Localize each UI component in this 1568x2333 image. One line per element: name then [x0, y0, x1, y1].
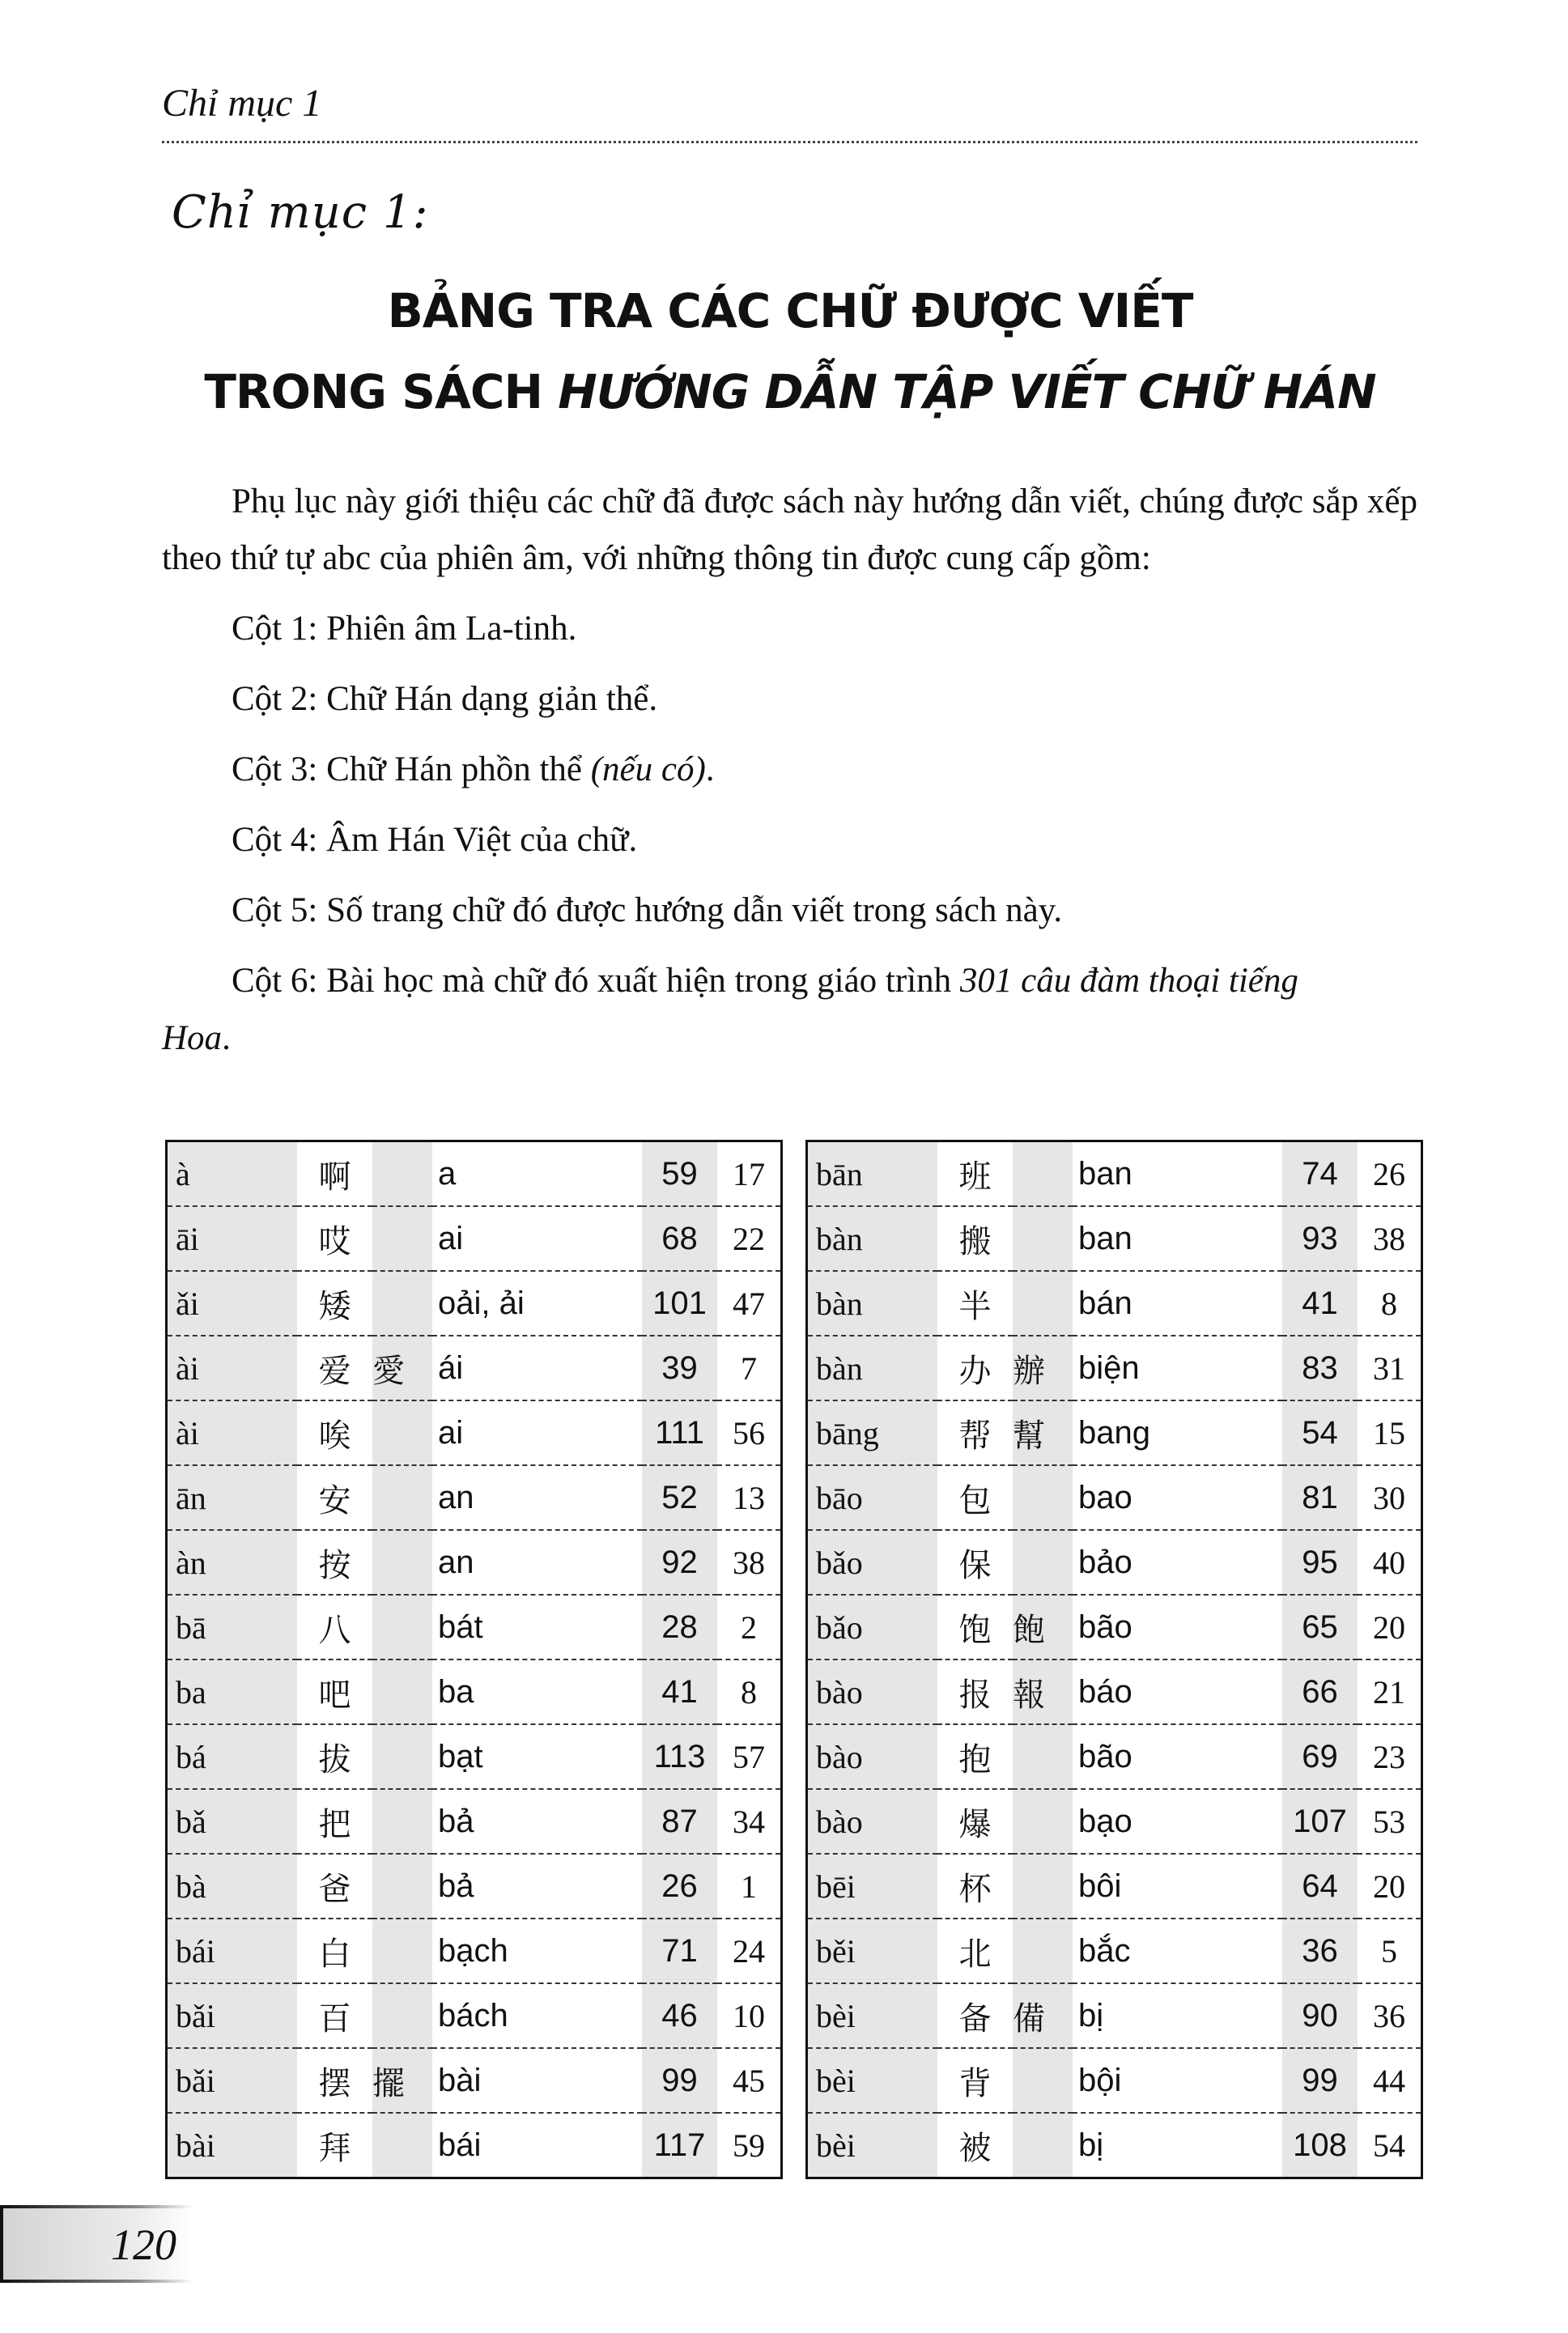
han-viet-cell: bạo: [1073, 1789, 1282, 1854]
pinyin-cell: bàn: [807, 1206, 938, 1271]
simplified-char-cell: 备: [937, 1983, 1013, 2048]
pinyin-cell: bái: [167, 1919, 298, 1983]
pinyin-cell: ài: [167, 1336, 298, 1400]
column-desc-6-book: 301 câu đàm thoại tiếng: [959, 962, 1298, 1000]
han-viet-cell: ba: [432, 1659, 642, 1724]
han-viet-cell: bả: [432, 1789, 642, 1854]
simplified-char-cell: 摆: [297, 2048, 372, 2113]
pinyin-cell: bèi: [807, 2048, 938, 2113]
simplified-char-cell: 爸: [297, 1854, 372, 1919]
lesson-ref-cell: 5: [1358, 1919, 1422, 1983]
simplified-char-cell: 唉: [297, 1400, 372, 1465]
pinyin-cell: bān: [807, 1141, 938, 1207]
han-viet-cell: ai: [432, 1206, 642, 1271]
lesson-ref-cell: 20: [1358, 1854, 1422, 1919]
table-row: [807, 1854, 1422, 1919]
pinyin-cell: à: [167, 1141, 298, 1207]
simplified-char-cell: 吧: [297, 1659, 372, 1724]
han-viet-cell: an: [432, 1530, 642, 1595]
han-viet-cell: bị: [1073, 1983, 1282, 2048]
lesson-ref-cell: 36: [1358, 1983, 1422, 2048]
table-row: [167, 1206, 782, 1271]
han-viet-cell: bả: [432, 1854, 642, 1919]
han-viet-cell: bảo: [1073, 1530, 1282, 1595]
lesson-ref-cell: 31: [1358, 1336, 1422, 1400]
simplified-char-cell: 保: [937, 1530, 1013, 1595]
page-ref-cell: 101: [642, 1271, 717, 1336]
traditional-char-cell: [372, 1919, 432, 1983]
lesson-ref-cell: 15: [1358, 1400, 1422, 1465]
table-row: [167, 1724, 782, 1789]
simplified-char-cell: 包: [937, 1465, 1013, 1530]
traditional-char-cell: [1013, 2048, 1073, 2113]
page-ref-cell: 41: [1282, 1271, 1358, 1336]
page-ref-cell: 28: [642, 1595, 717, 1659]
traditional-char-cell: [1013, 2113, 1073, 2178]
table-row: [807, 1595, 1422, 1659]
table-row: [807, 1659, 1422, 1724]
simplified-char-cell: 背: [937, 2048, 1013, 2113]
pinyin-cell: ba: [167, 1659, 298, 1724]
lesson-ref-cell: 44: [1358, 2048, 1422, 2113]
column-desc-3-note: (nếu có): [590, 750, 706, 788]
page-ref-cell: 46: [642, 1983, 717, 2048]
han-viet-cell: bang: [1073, 1400, 1282, 1465]
column-desc-2: Cột 2: Chữ Hán dạng giản thể.: [232, 680, 658, 718]
page-ref-cell: 36: [1282, 1919, 1358, 1983]
lesson-ref-cell: 17: [717, 1141, 782, 1207]
lesson-ref-cell: 8: [1358, 1271, 1422, 1336]
han-viet-cell: bão: [1073, 1595, 1282, 1659]
table-row: [807, 1271, 1422, 1336]
lesson-ref-cell: 20: [1358, 1595, 1422, 1659]
lesson-ref-cell: 26: [1358, 1141, 1422, 1207]
simplified-char-cell: 抱: [937, 1724, 1013, 1789]
traditional-char-cell: [1013, 1465, 1073, 1530]
simplified-char-cell: 八: [297, 1595, 372, 1659]
lesson-ref-cell: 56: [717, 1400, 782, 1465]
han-viet-cell: ban: [1073, 1206, 1282, 1271]
traditional-char-cell: [372, 1530, 432, 1595]
column-desc-3-text: Cột 3: Chữ Hán phồn thể: [232, 750, 591, 788]
pinyin-cell: bàn: [807, 1271, 938, 1336]
traditional-char-cell: [372, 1724, 432, 1789]
han-viet-cell: an: [432, 1465, 642, 1530]
page-ref-cell: 83: [1282, 1336, 1358, 1400]
column-desc-4: Cột 4: Âm Hán Việt của chữ.: [232, 821, 638, 859]
page-ref-cell: 99: [642, 2048, 717, 2113]
column-desc-3: [232, 750, 715, 789]
han-viet-cell: bão: [1073, 1724, 1282, 1789]
lesson-ref-cell: 40: [1358, 1530, 1422, 1595]
pinyin-cell: bā: [167, 1595, 298, 1659]
traditional-char-cell: [1013, 1206, 1073, 1271]
simplified-char-cell: 矮: [297, 1271, 372, 1336]
pinyin-cell: bèi: [807, 2113, 938, 2178]
han-viet-cell: biện: [1073, 1336, 1282, 1400]
simplified-char-cell: 被: [937, 2113, 1013, 2178]
lesson-ref-cell: 8: [717, 1659, 782, 1724]
page-ref-cell: 113: [642, 1724, 717, 1789]
table-row: [167, 2048, 782, 2113]
table-row: [807, 1530, 1422, 1595]
pinyin-cell: āi: [167, 1206, 298, 1271]
lesson-ref-cell: 38: [717, 1530, 782, 1595]
simplified-char-cell: 爆: [937, 1789, 1013, 1854]
lesson-ref-cell: 1: [717, 1854, 782, 1919]
simplified-char-cell: 班: [937, 1141, 1013, 1207]
han-viet-cell: ái: [432, 1336, 642, 1400]
traditional-char-cell: [1013, 1141, 1073, 1207]
page-ref-cell: 108: [1282, 2113, 1358, 2178]
simplified-char-cell: 半: [937, 1271, 1013, 1336]
title-book-name: HƯỚNG DẪN TẬP VIẾT CHỮ HÁN: [558, 364, 1376, 419]
simplified-char-cell: 把: [297, 1789, 372, 1854]
table-row: [807, 1465, 1422, 1530]
page-ref-cell: 65: [1282, 1595, 1358, 1659]
simplified-char-cell: 拔: [297, 1724, 372, 1789]
traditional-char-cell: 幫: [1013, 1400, 1073, 1465]
column-desc-6-book-end: Hoa: [162, 1019, 223, 1057]
page-ref-cell: 66: [1282, 1659, 1358, 1724]
traditional-char-cell: [372, 1659, 432, 1724]
han-viet-cell: bị: [1073, 2113, 1282, 2178]
pinyin-cell: ān: [167, 1465, 298, 1530]
intro-paragraph: Phụ lục này giới thiệu các chữ đã được sách này hướng dẫn viết, chúng được sắp xếp theo thứ tự abc của phiên âm, với những thông tin được cung cấp gồm:: [162, 482, 1417, 577]
simplified-char-cell: 啊: [297, 1141, 372, 1207]
simplified-char-cell: 北: [937, 1919, 1013, 1983]
traditional-char-cell: [372, 1595, 432, 1659]
page-title-line2: [0, 364, 1568, 419]
traditional-char-cell: [1013, 1919, 1073, 1983]
column-desc-5: Cột 5: Số trang chữ đó được hướng dẫn viết trong sách này.: [232, 891, 1063, 929]
pinyin-cell: àn: [167, 1530, 298, 1595]
pinyin-cell: bào: [807, 1789, 938, 1854]
page-number: 120: [111, 2220, 176, 2269]
simplified-char-cell: 报: [937, 1659, 1013, 1724]
traditional-char-cell: [372, 1271, 432, 1336]
pinyin-cell: bǎ: [167, 1789, 298, 1854]
han-viet-cell: bái: [432, 2113, 642, 2178]
table-row: [807, 2048, 1422, 2113]
page-ref-cell: 69: [1282, 1724, 1358, 1789]
pinyin-cell: běi: [807, 1919, 938, 1983]
lesson-ref-cell: 38: [1358, 1206, 1422, 1271]
table-row: [167, 2113, 782, 2178]
page-ref-cell: 87: [642, 1789, 717, 1854]
page-ref-cell: 68: [642, 1206, 717, 1271]
table-row: [807, 1789, 1422, 1854]
table-row: [807, 1919, 1422, 1983]
table-row: [167, 1983, 782, 2048]
lesson-ref-cell: 30: [1358, 1465, 1422, 1530]
pinyin-cell: bāo: [807, 1465, 938, 1530]
pinyin-cell: bá: [167, 1724, 298, 1789]
page-ref-cell: 64: [1282, 1854, 1358, 1919]
page-ref-cell: 59: [642, 1141, 717, 1207]
traditional-char-cell: [1013, 1724, 1073, 1789]
traditional-char-cell: [1013, 1789, 1073, 1854]
lesson-ref-cell: 34: [717, 1789, 782, 1854]
simplified-char-cell: 哎: [297, 1206, 372, 1271]
simplified-char-cell: 饱: [937, 1595, 1013, 1659]
han-viet-cell: bát: [432, 1595, 642, 1659]
page-ref-cell: 54: [1282, 1400, 1358, 1465]
han-viet-cell: bội: [1073, 2048, 1282, 2113]
table-row: [807, 1983, 1422, 2048]
page-ref-cell: 107: [1282, 1789, 1358, 1854]
table-row: [807, 1336, 1422, 1400]
traditional-char-cell: [372, 1141, 432, 1207]
simplified-char-cell: 按: [297, 1530, 372, 1595]
han-viet-cell: ban: [1073, 1141, 1282, 1207]
pinyin-cell: ài: [167, 1400, 298, 1465]
table-row: [167, 1271, 782, 1336]
pinyin-cell: bǎo: [807, 1530, 938, 1595]
traditional-char-cell: [372, 1854, 432, 1919]
traditional-char-cell: [372, 1400, 432, 1465]
page-ref-cell: 90: [1282, 1983, 1358, 2048]
title-prefix: TRONG SÁCH: [204, 364, 559, 419]
page-ref-cell: 71: [642, 1919, 717, 1983]
traditional-char-cell: 愛: [372, 1336, 432, 1400]
pinyin-cell: bào: [807, 1659, 938, 1724]
column-desc-6-end: .: [222, 1019, 231, 1057]
traditional-char-cell: 報: [1013, 1659, 1073, 1724]
pinyin-cell: bà: [167, 1854, 298, 1919]
lesson-ref-cell: 21: [1358, 1659, 1422, 1724]
table-row: [167, 1854, 782, 1919]
lesson-ref-cell: 23: [1358, 1724, 1422, 1789]
traditional-char-cell: [1013, 1530, 1073, 1595]
table-row: [167, 1789, 782, 1854]
han-viet-cell: bắc: [1073, 1919, 1282, 1983]
simplified-char-cell: 爱: [297, 1336, 372, 1400]
table-row: [167, 1336, 782, 1400]
lesson-ref-cell: 13: [717, 1465, 782, 1530]
lesson-ref-cell: 24: [717, 1919, 782, 1983]
traditional-char-cell: [372, 1465, 432, 1530]
table-row: [167, 1595, 782, 1659]
page-ref-cell: 95: [1282, 1530, 1358, 1595]
page-ref-cell: 39: [642, 1336, 717, 1400]
lesson-ref-cell: 10: [717, 1983, 782, 2048]
lesson-ref-cell: 53: [1358, 1789, 1422, 1854]
page-ref-cell: 111: [642, 1400, 717, 1465]
column-desc-6-continued: [162, 1018, 231, 1058]
traditional-char-cell: [372, 1789, 432, 1854]
pinyin-cell: bàn: [807, 1336, 938, 1400]
han-viet-cell: báo: [1073, 1659, 1282, 1724]
column-desc-3-end: .: [705, 750, 715, 788]
simplified-char-cell: 帮: [937, 1400, 1013, 1465]
han-viet-cell: bán: [1073, 1271, 1282, 1336]
han-viet-cell: bách: [432, 1983, 642, 2048]
pinyin-cell: bēi: [807, 1854, 938, 1919]
han-viet-cell: oải, ải: [432, 1271, 642, 1336]
simplified-char-cell: 杯: [937, 1854, 1013, 1919]
column-desc-1: Cột 1: Phiên âm La-tinh.: [232, 610, 577, 648]
table-row: [167, 1400, 782, 1465]
pinyin-cell: ǎi: [167, 1271, 298, 1336]
table-row: [167, 1919, 782, 1983]
page-ref-cell: 26: [642, 1854, 717, 1919]
table-row: [807, 2113, 1422, 2178]
pinyin-cell: bǎo: [807, 1595, 938, 1659]
page-title-line1: BẢNG TRA CÁC CHỮ ĐƯỢC VIẾT: [387, 283, 1193, 338]
han-viet-cell: ai: [432, 1400, 642, 1465]
header-divider: [162, 141, 1417, 143]
traditional-char-cell: [1013, 1271, 1073, 1336]
page-ref-cell: 41: [642, 1659, 717, 1724]
lesson-ref-cell: 47: [717, 1271, 782, 1336]
lesson-ref-cell: 2: [717, 1595, 782, 1659]
index-table-right: [805, 1140, 1423, 2179]
table-row: [807, 1141, 1422, 1207]
table-row: [167, 1141, 782, 1207]
pinyin-cell: bào: [807, 1724, 938, 1789]
page-ref-cell: 81: [1282, 1465, 1358, 1530]
pinyin-cell: bǎi: [167, 2048, 298, 2113]
pinyin-cell: bāng: [807, 1400, 938, 1465]
traditional-char-cell: [372, 2113, 432, 2178]
lesson-ref-cell: 45: [717, 2048, 782, 2113]
simplified-char-cell: 白: [297, 1919, 372, 1983]
running-head: Chỉ mục 1: [162, 82, 322, 125]
page-ref-cell: 93: [1282, 1206, 1358, 1271]
traditional-char-cell: [1013, 1854, 1073, 1919]
traditional-char-cell: 備: [1013, 1983, 1073, 2048]
table-row: [167, 1465, 782, 1530]
pinyin-cell: bǎi: [167, 1983, 298, 2048]
han-viet-cell: bạch: [432, 1919, 642, 1983]
han-viet-cell: bôi: [1073, 1854, 1282, 1919]
page-ref-cell: 92: [642, 1530, 717, 1595]
table-row: [167, 1530, 782, 1595]
simplified-char-cell: 搬: [937, 1206, 1013, 1271]
page-number-box: [0, 2205, 193, 2283]
column-desc-6-text: Cột 6: Bài học mà chữ đó xuất hiện trong giáo trình: [232, 962, 960, 1000]
traditional-char-cell: [372, 1983, 432, 2048]
page-ref-cell: 52: [642, 1465, 717, 1530]
index-table-left: [165, 1140, 783, 2179]
lesson-ref-cell: 7: [717, 1336, 782, 1400]
han-viet-cell: bao: [1073, 1465, 1282, 1530]
han-viet-cell: a: [432, 1141, 642, 1207]
traditional-char-cell: 辦: [1013, 1336, 1073, 1400]
han-viet-cell: bạt: [432, 1724, 642, 1789]
pinyin-cell: bèi: [807, 1983, 938, 2048]
page-ref-cell: 74: [1282, 1141, 1358, 1207]
page-ref-cell: 99: [1282, 2048, 1358, 2113]
han-viet-cell: bài: [432, 2048, 642, 2113]
lesson-ref-cell: 57: [717, 1724, 782, 1789]
lesson-ref-cell: 59: [717, 2113, 782, 2178]
simplified-char-cell: 办: [937, 1336, 1013, 1400]
table-row: [807, 1400, 1422, 1465]
table-row: [167, 1659, 782, 1724]
simplified-char-cell: 安: [297, 1465, 372, 1530]
table-row: [807, 1724, 1422, 1789]
traditional-char-cell: 飽: [1013, 1595, 1073, 1659]
column-desc-6: [232, 961, 1417, 1001]
simplified-char-cell: 拜: [297, 2113, 372, 2178]
simplified-char-cell: 百: [297, 1983, 372, 2048]
pinyin-cell: bài: [167, 2113, 298, 2178]
lesson-ref-cell: 54: [1358, 2113, 1422, 2178]
table-row: [807, 1206, 1422, 1271]
section-label: Chỉ mục 1:: [172, 186, 429, 239]
page-ref-cell: 117: [642, 2113, 717, 2178]
lesson-ref-cell: 22: [717, 1206, 782, 1271]
traditional-char-cell: [372, 1206, 432, 1271]
traditional-char-cell: 擺: [372, 2048, 432, 2113]
